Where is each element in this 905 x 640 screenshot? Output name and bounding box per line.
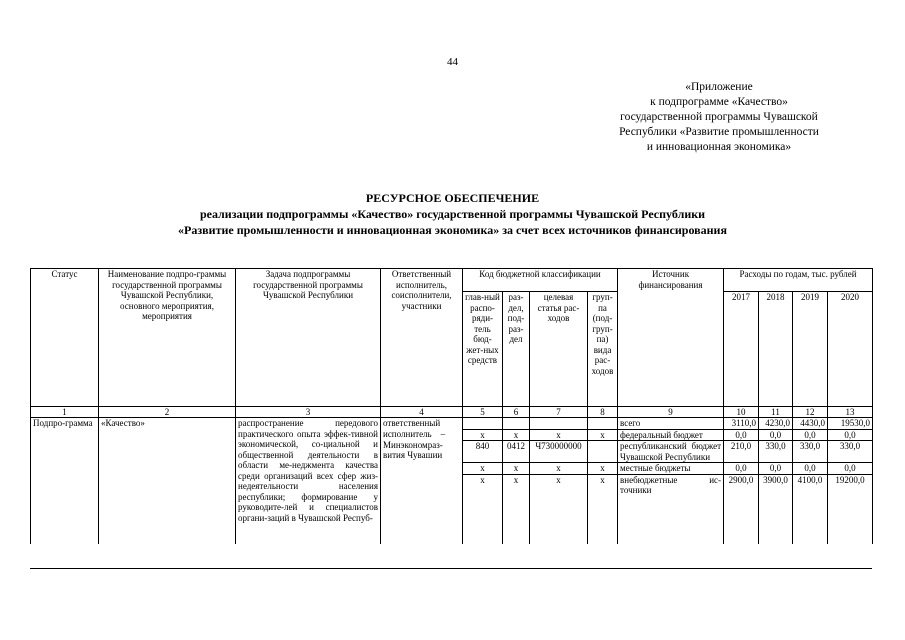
- row-task: распространение передового практического опыта эффек-тивной экономической, со-циальной и общественной деятельности в области ме-неджмента качества среди организаций всех сфер жиз-недеятельности населения республики; формирование у руководите-лей и специалистов органи-заций в Чувашской Респуб-: [236, 418, 381, 545]
- header-year: 2017: [724, 292, 759, 407]
- header-status: Статус: [31, 269, 99, 407]
- cell-tselevaya: Ч730000000: [530, 441, 588, 463]
- appendix-line: Республики «Развитие промышленности: [619, 126, 819, 138]
- header-glavny: глав-ный распо-ряди-тель бюд-жет-ных средств: [463, 292, 503, 407]
- cell-tselevaya: x: [530, 474, 588, 544]
- cell-razdel: x: [503, 474, 530, 544]
- appendix-note: [590, 80, 848, 155]
- header-year: 2018: [759, 292, 793, 407]
- cell-razdel: x: [503, 429, 530, 441]
- resource-table: [30, 268, 873, 544]
- column-number: 6: [503, 407, 530, 418]
- cell-value: 19530,0: [828, 418, 873, 430]
- row-executor-label: ответственный: [381, 418, 463, 430]
- header-budget-code: Код бюджетной классификации: [463, 269, 618, 292]
- cell-value: 330,0: [759, 441, 793, 463]
- cell-value: 3110,0: [724, 418, 759, 430]
- cell-glavny: [463, 418, 503, 430]
- column-number: 3: [236, 407, 381, 418]
- header-gruppa: груп-па (под-груп-па) вида рас-ходов: [588, 292, 618, 407]
- cell-gruppa: x: [588, 429, 618, 441]
- column-number: 5: [463, 407, 503, 418]
- table-row: [31, 418, 873, 430]
- cell-value: 2900,0: [724, 474, 759, 544]
- header-task: Задача подпрограммы государственной программы Чувашской Республики: [236, 269, 381, 407]
- cell-gruppa: x: [588, 463, 618, 475]
- table-bottom-rule: [30, 568, 872, 569]
- executor-label: исполнитель –: [383, 429, 446, 439]
- cell-value: 0,0: [793, 429, 828, 441]
- cell-value: 0,0: [724, 429, 759, 441]
- cell-source: местные бюджеты: [618, 463, 724, 475]
- title-line: реализации подпрограммы «Качество» государственной программы Чувашской Республики: [199, 207, 706, 221]
- cell-source: внебюджетные ис-точники: [618, 474, 724, 544]
- cell-source: всего: [618, 418, 724, 430]
- cell-value: 0,0: [828, 463, 873, 475]
- title-line: «Развитие промышленности и инновационная экономика» за счет всех источников финансирования: [178, 223, 727, 237]
- cell-glavny: 840: [463, 441, 503, 463]
- header-razdel: раз-дел, под-раз-дел: [503, 292, 530, 407]
- cell-glavny: x: [463, 474, 503, 544]
- cell-tselevaya: x: [530, 429, 588, 441]
- cell-gruppa: x: [588, 474, 618, 544]
- column-number: 2: [99, 407, 236, 418]
- cell-value: 0,0: [759, 463, 793, 475]
- page-number: 44: [447, 56, 458, 68]
- column-number: 1: [31, 407, 99, 418]
- column-number: 7: [530, 407, 588, 418]
- document-title: [0, 190, 905, 238]
- cell-value: 4430,0: [793, 418, 828, 430]
- cell-value: 0,0: [724, 463, 759, 475]
- column-number: 4: [381, 407, 463, 418]
- cell-razdel: 0412: [503, 441, 530, 463]
- executor-name: Минэкономраз-вития Чувашии: [383, 439, 443, 460]
- row-executor: [381, 429, 463, 544]
- header-name: Наименование подпро-граммы государственной программы Чувашской Республики, основного мероприятия, мероприятия: [99, 269, 236, 407]
- header-tselevaya: целевая статья рас-ходов: [530, 292, 588, 407]
- appendix-line: к подпрограмме «Качество»: [650, 96, 788, 108]
- cell-razdel: x: [503, 463, 530, 475]
- column-number: 13: [828, 407, 873, 418]
- header-year: 2019: [793, 292, 828, 407]
- cell-gruppa: [588, 441, 618, 463]
- header-executor: Ответственный исполнитель, соисполнители, участники: [381, 269, 463, 407]
- cell-glavny: x: [463, 463, 503, 475]
- header-expenses: Расходы по годам, тыс. рублей: [724, 269, 873, 292]
- cell-value: 0,0: [793, 463, 828, 475]
- appendix-line: и инновационная экономика»: [646, 141, 792, 153]
- appendix-line: «Приложение: [685, 81, 753, 93]
- column-number: 11: [759, 407, 793, 418]
- cell-gruppa: [588, 418, 618, 430]
- cell-value: 19200,0: [828, 474, 873, 544]
- column-number: 8: [588, 407, 618, 418]
- cell-value: 3900,0: [759, 474, 793, 544]
- cell-value: 4100,0: [793, 474, 828, 544]
- column-number: 9: [618, 407, 724, 418]
- cell-value: 4230,0: [759, 418, 793, 430]
- cell-value: 330,0: [793, 441, 828, 463]
- column-number: 12: [793, 407, 828, 418]
- cell-source: республиканский бюджет Чувашской Республики: [618, 441, 724, 463]
- cell-value: 210,0: [724, 441, 759, 463]
- header-year: 2020: [828, 292, 873, 407]
- cell-razdel: [503, 418, 530, 430]
- cell-value: 330,0: [828, 441, 873, 463]
- cell-glavny: x: [463, 429, 503, 441]
- cell-source: федеральный бюджет: [618, 429, 724, 441]
- cell-tselevaya: x: [530, 463, 588, 475]
- cell-tselevaya: [530, 418, 588, 430]
- appendix-line: государственной программы Чувашской: [620, 111, 818, 123]
- row-status: Подпро-грамма: [31, 418, 99, 545]
- title-line: РЕСУРСНОЕ ОБЕСПЕЧЕНИЕ: [365, 191, 540, 205]
- header-source: Источник финансирования: [618, 269, 724, 407]
- row-name: «Качество»: [99, 418, 236, 545]
- column-number: 10: [724, 407, 759, 418]
- cell-value: 0,0: [759, 429, 793, 441]
- cell-value: 0,0: [828, 429, 873, 441]
